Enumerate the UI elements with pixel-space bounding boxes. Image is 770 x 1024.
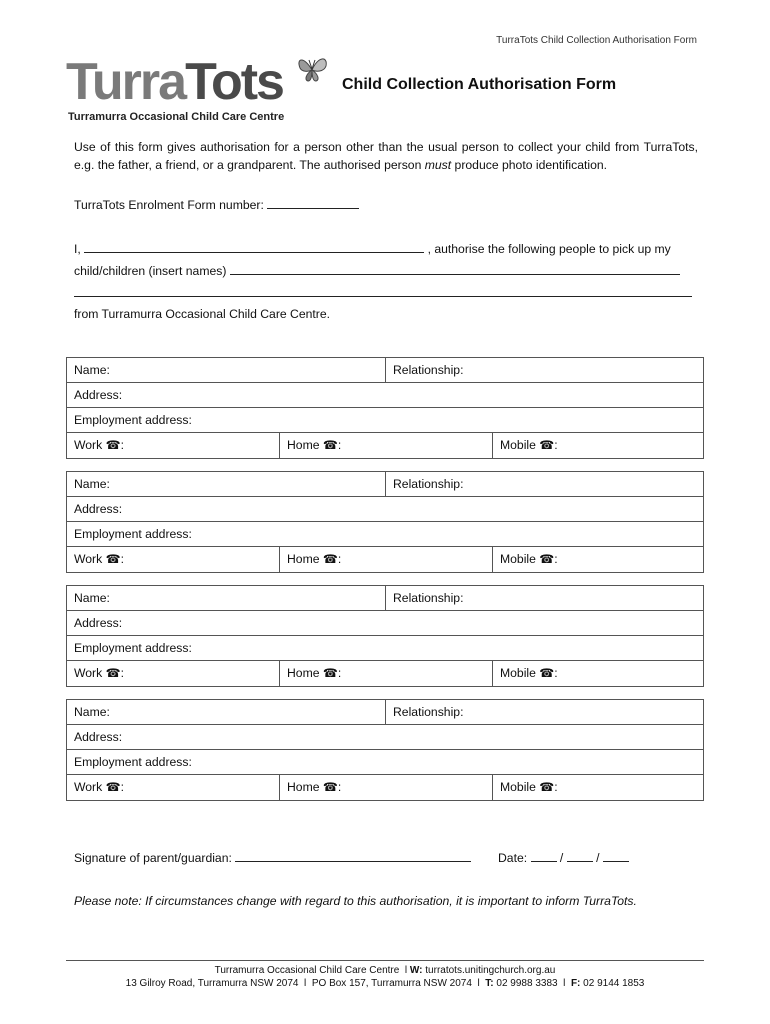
relationship-field[interactable]: Relationship: [385, 472, 703, 496]
footer-sep: l [477, 978, 480, 989]
home-label: Home [287, 438, 320, 452]
footer-fax: 02 9144 1853 [583, 978, 645, 989]
phone-icon: ☎ [322, 780, 338, 794]
date-label: Date: [498, 851, 528, 865]
name-field[interactable]: Name: [74, 477, 110, 491]
home-label: Home [287, 666, 320, 680]
date-line [498, 850, 629, 865]
phone-icon: ☎ [539, 438, 555, 452]
home-label: Home [287, 552, 320, 566]
home-phone-field[interactable] [279, 661, 492, 686]
employment-row [67, 636, 703, 661]
colon: : [120, 780, 124, 794]
address-field[interactable]: Address: [74, 730, 123, 744]
footer-line-1 [0, 965, 770, 976]
work-phone-field[interactable] [67, 433, 279, 458]
signature-field[interactable] [235, 850, 471, 862]
name-field[interactable]: Name: [74, 363, 110, 377]
colon: : [120, 552, 124, 566]
phone-icon: ☎ [105, 780, 121, 794]
authorised-person-block-4 [66, 699, 704, 801]
colon: : [337, 552, 342, 566]
employment-address-field[interactable]: Employment address: [74, 413, 192, 427]
intro-text-after: produce photo identification. [451, 158, 608, 172]
mobile-label: Mobile [500, 552, 536, 566]
footer-org: Turramurra Occasional Child Care Centre [214, 965, 400, 976]
footer-w-label: W: [409, 965, 423, 976]
footer-phone: 02 9988 3383 [496, 978, 558, 989]
mobile-label: Mobile [500, 666, 536, 680]
work-label: Work [74, 552, 103, 566]
mobile-label: Mobile [500, 780, 536, 794]
employment-address-field[interactable]: Employment address: [74, 755, 192, 769]
name-field[interactable]: Name: [74, 591, 110, 605]
logo-wordmark [66, 52, 283, 112]
phone-row [67, 661, 703, 686]
phone-row [67, 775, 703, 800]
name-field[interactable]: Name: [74, 705, 110, 719]
date-slash: / [596, 851, 600, 865]
footer-line-2 [0, 978, 770, 989]
children-label: child/children (insert names) [74, 264, 227, 278]
intro-text-before: Use of this form gives authorisation for a person other than the usual person to collect your child from TurraTots, e.g. the father, a friend, or a grandparent. The authorised person [74, 140, 698, 172]
work-phone-field[interactable] [67, 661, 279, 686]
butterfly-icon [294, 54, 330, 84]
authorise-suffix: , authorise the following people to pick up my [427, 242, 671, 256]
home-phone-field[interactable] [279, 433, 492, 458]
mobile-phone-field[interactable] [492, 661, 703, 686]
address-field[interactable]: Address: [74, 388, 123, 402]
phone-icon: ☎ [539, 666, 555, 680]
authorised-person-block-3 [66, 585, 704, 687]
footer-po-box: PO Box 157, Turramurra NSW 2074 [311, 978, 472, 989]
home-phone-field[interactable] [279, 547, 492, 572]
please-note: Please note: If circumstances change with regard to this authorisation, it is important to inform TurraTots. [74, 894, 637, 908]
logo-word-part2: Tots [185, 53, 283, 111]
work-phone-field[interactable] [67, 775, 279, 800]
form-title: Child Collection Authorisation Form [342, 76, 617, 93]
date-month-field[interactable] [567, 850, 593, 862]
address-row [67, 497, 703, 522]
address-row [67, 725, 703, 750]
colon: : [554, 438, 558, 452]
footer-sep: l [404, 965, 408, 976]
phone-icon: ☎ [322, 552, 338, 566]
running-title: TurraTots Child Collection Authorisation Form [496, 35, 697, 46]
logo-subtitle: Turramurra Occasional Child Care Centre [68, 111, 285, 123]
work-phone-field[interactable] [67, 547, 279, 572]
authorised-person-block-1 [66, 357, 704, 459]
signature-label: Signature of parent/guardian: [74, 851, 232, 865]
footer-sep: l [563, 978, 566, 989]
colon: : [337, 780, 342, 794]
relationship-field[interactable]: Relationship: [385, 586, 703, 610]
intro-emphasis: must [424, 158, 452, 172]
date-year-field[interactable] [603, 850, 629, 862]
employment-row [67, 750, 703, 775]
employment-address-field[interactable]: Employment address: [74, 527, 192, 541]
footer-website[interactable]: turratots.unitingchurch.org.au [425, 965, 556, 976]
address-row [67, 383, 703, 408]
name-row [67, 700, 703, 725]
footer-sep: l [304, 978, 307, 989]
phone-icon: ☎ [105, 552, 121, 566]
logo-word-part1: Turra [66, 53, 186, 111]
from-line: from Turramurra Occasional Child Care Centre. [74, 307, 331, 321]
footer-divider [66, 960, 704, 961]
colon: : [554, 666, 558, 680]
address-field[interactable]: Address: [74, 616, 123, 630]
employment-address-field[interactable]: Employment address: [74, 641, 192, 655]
home-label: Home [287, 780, 320, 794]
parent-name-field[interactable] [84, 241, 424, 253]
enrolment-label: TurraTots Enrolment Form number: [74, 198, 264, 212]
mobile-label: Mobile [500, 438, 536, 452]
footer-t-label: T: [485, 978, 494, 989]
intro-paragraph [74, 138, 698, 174]
children-names-field-2[interactable] [74, 285, 692, 297]
name-row [67, 586, 703, 611]
home-phone-field[interactable] [279, 775, 492, 800]
employment-row [67, 522, 703, 547]
work-label: Work [74, 438, 103, 452]
mobile-phone-field[interactable] [492, 433, 703, 458]
phone-icon: ☎ [322, 438, 338, 452]
phone-row [67, 433, 703, 458]
relationship-field[interactable]: Relationship: [385, 358, 703, 382]
signature-line [74, 850, 471, 865]
colon: : [554, 780, 558, 794]
phone-row [67, 547, 703, 572]
date-day-field[interactable] [531, 850, 557, 862]
colon: : [337, 666, 342, 680]
footer-address: 13 Gilroy Road, Turramurra NSW 2074 [125, 978, 299, 989]
children-names-field[interactable] [230, 263, 680, 275]
phone-icon: ☎ [539, 552, 555, 566]
phone-icon: ☎ [539, 780, 555, 794]
authorise-line [74, 241, 671, 256]
phone-icon: ☎ [105, 666, 121, 680]
relationship-field[interactable]: Relationship: [385, 700, 703, 724]
enrolment-line [74, 197, 359, 212]
children-line [74, 263, 680, 278]
colon: : [337, 438, 342, 452]
work-label: Work [74, 666, 103, 680]
colon: : [120, 438, 124, 452]
name-row [67, 358, 703, 383]
enrolment-number-field[interactable] [267, 197, 359, 209]
date-slash: / [559, 851, 564, 865]
phone-icon: ☎ [322, 666, 338, 680]
phone-icon: ☎ [105, 438, 121, 452]
address-row [67, 611, 703, 636]
mobile-phone-field[interactable] [492, 775, 703, 800]
work-label: Work [74, 780, 103, 794]
name-row [67, 472, 703, 497]
employment-row [67, 408, 703, 433]
colon: : [120, 666, 124, 680]
authorised-person-block-2 [66, 471, 704, 573]
address-field[interactable]: Address: [74, 502, 123, 516]
colon: : [554, 552, 558, 566]
authorise-prefix: I, [74, 242, 81, 256]
footer-f-label: F: [570, 978, 581, 989]
mobile-phone-field[interactable] [492, 547, 703, 572]
